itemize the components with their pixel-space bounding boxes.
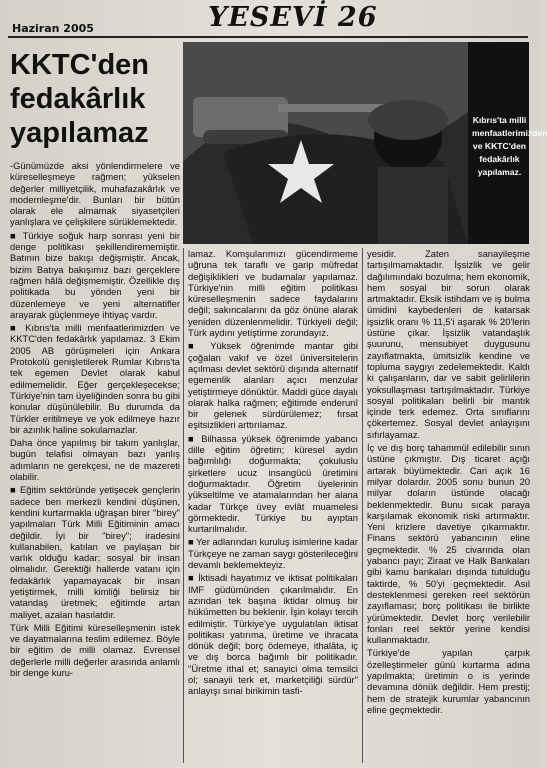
article-paragraph: ■ Yer adlarından kuruluş isimlerine kadar Türkçeye ne zaman saygı gösterileceğini devamlı beklemekteyiz. xyxy=(188,536,358,570)
article-paragraph: ■ Eğitim sektöründe yetişecek gençlerin sadece ben merkezli kendini düşünen, kendini kurtarmakla uğraşan birer "birey" yapılmaları Türk Milli Eğitiminin amacı değildir. İyi bir "birey"; iradesini kullanabilen, katılan ve paylaşan bir varlık olduğu kadar; sosyal bir insan olmalıdır. Gerektiği hallerde vatanı için fedakârlık yapamayacak bir insan yetiştirmek, milli kimliği belirsiz bir vatandaş üretmek; eğitimde artan maliyet, azalan hasılatdır. xyxy=(10,484,180,620)
header-rule xyxy=(8,36,528,38)
article-headline: KKTC'den fedakârlık yapılamaz xyxy=(10,49,149,149)
article-paragraph: İç ve dış borç tahammül edilebilir sının üstüne çıkmıştır. Dış ticaret açığı artarak büyümektedir. Cari açık 16 milyar dolardır. 2005 sonu bunun 20 milyar doların üstünde olacağı beklenmektedir. Bunu sıcak paraya karşılamak ekonomik riski artırmaktır. Yeni krizlere davetiye çıkarmaktır. Finans sektörü yabancının eline geçmektedir. % 25 civarında olan yabancı payı; Ziraat ve Halk Bankaları gibi kamu bankaları dışında tutulduğu taktirde, % 50'yi geçmektedir. Asıl desteklenmesi gereken reel sektörün zayıflaması; borç politikası ile birlikte yürümektedir. Devlet borç verilebilir fonları reel sektör yerine kendisi kullanmaktadır. xyxy=(367,442,530,646)
column-3 xyxy=(367,248,530,717)
column-divider xyxy=(183,248,184,763)
photo-caption-box xyxy=(468,42,547,244)
article-paragraph: Türkiye'de yapılan çarpık özelleştirmeler günü kurtarma adına yapılmakta; üretimin o is yerinde devamına dönük değildir. Hem prestij; hem de stratejik kurumlar yabancının eline geçmektedir. xyxy=(367,647,530,715)
article-paragraph: ■ Yüksek öğrenimde mantar gibi çoğalan vakıf ve özel üniversitelerin açılması devlet sektörü dışında alternatif egemenlik alanları açıcı menzular yetiştirmeye dönüktür. Maddi güce dayalı olarak halka rağmen; eğitimde enderunî bir gelenek sürdürülemez; fırsat eşitsizlikleri arttırılamaz. xyxy=(188,340,358,430)
issue-date: Haziran 2005 xyxy=(12,22,94,35)
article-paragraph: Türk Milli Eğitimi küreselleşmenin istek ve dayatmalarına teslim edilemez. Böyle bir eğitim de milli olamaz. Evrensel değerlerle milli değerler arasında anlamlı bir denge kuru- xyxy=(10,621,180,679)
article-paragraph: Daha önce yapılmış bir takım yanlışlar, bugün telafisi olmayan bazı yanlış adımların ne gerekçesi, ne de mazereti olabilir. xyxy=(10,437,180,483)
photo-caption: Kıbrıs'ta milli menfaatlerimizden ve KKTC'den fedakârlık yapılamaz. xyxy=(472,115,547,177)
soldier-flag-image xyxy=(183,42,468,244)
column-divider xyxy=(362,248,363,763)
article-paragraph: lamaz. Komşularımızı gücendirmeme uğruna tek taraflı ve garip müfredat değişiklikleri ve budamalar yapılamaz. Türkiye'nin milli eğitim politikası küreselleşmenin sadece faydalarını değil; sakıncalarını da göz önüne alarak yeniden düzenlenmelidir. Türkiyeli değil; Türk aydını yetiştirme zorundayız. xyxy=(188,248,358,339)
article-photo xyxy=(183,42,468,244)
article-paragraph: yesidir. Zaten sanayileşme tartışılmamaktadır. İşsizlik ve gelir dağılımındaki bozulma; hem ekonomik, hem sosyal bir sorun olarak artmaktadır. Eksik istihdam ve iş bulma ümidini kaybedenleri de katarsak işsizlik oranı % 11,5'i aşarak % 20'lerin üstüne çıkar. İşsizlik vatandaşlık şuurunu, mensubiyet duygusunu zayıflatmakta, ümitsizlik kendine ve topluma saygıyı zedelemektedir. Kaldı ki çalışanların, dar ve sabit gelirlilerin yoksullaşması tartışılmaktadır. Türkiye sosyal politikaları belirli bir mantık içinde terk edemez. Orta sınıflarını çökertemez. Sosyal devlet anlayışını sıfırlayamaz. xyxy=(367,248,530,440)
article-paragraph: ■ İktisadi hayatımız ve iktisat politikaları IMF güdümünden çıkarılmalıdır. En azından tek başına iktidar olmuş bir hükümetten bu beklenir. İşin kolayı tercih edilmiştir. Türkiye'ye uygulatılan iktisat politikası yatırıma, üretime ve ihracata dönük değil; borç ödemeye, ithalâta, iç ve dış borca bağımlı bir politikadır. "Üretme ithal et; sanayici olma temsilci ol; sanayii terk et, marketçiliği sürdür" anlayışı sınai birikimin tasfi- xyxy=(188,572,358,696)
article-paragraph: ■ Bilhassa yüksek öğrenimde yabancı dille eğitim öğretim; küresel aydın bağımlılığı doğurmakta; çokuluslu şirketlere ucuz insangücü üretimini doğurmaktadır. Öğretim üyelerinin yükseltilme ve atamalarından her alana kadar Türkçe üvey evlât muamelesi görmektedir. Türkiye bu ayıptan kurtarılmalıdır. xyxy=(188,433,358,535)
publication-name: YESEVİ xyxy=(208,2,328,33)
masthead xyxy=(208,2,378,33)
column-2 xyxy=(188,248,358,699)
column-1 xyxy=(10,160,180,680)
page-header xyxy=(8,2,528,36)
article-paragraph: -Günümüzde aksi yönlendirmelere ve küreselleşmeye rağmen; yükselen değerler milliyetçilik, muhafazakârlık ve modernleşme'dir. Bunları bir bütün olarak ele almamak siyasetçileri yanlışlara ve çelişkilere sürüklemektedir. xyxy=(10,160,180,228)
article-paragraph: ■ Kıbrıs'ta milli menfaatlerimizden ve KKTC'den fedakârlık yapılamaz. 3 Ekim 2005 AB görüşmeleri için Ankara Protokolü genişletilerek Rumlar Kıbrıs'ta tek egemen Devlet olarak kabul edilmemelidir. Eğer gerçekleşecekse; Türkiye'nin tam üyeliğinden sonra bu gibi konular düşünülebilir. Bu durumda da Türkler eritilmeye ve yok edilmeye hazır bir azınlık haline sokulamazlar. xyxy=(10,322,180,435)
article-paragraph: ■ Türkiye soğuk harp sonrası yeni bir denge politikası şekillendirememiştir. Batının bize bakışı değişmiştir. Ancak, bizim Batıya bakışımız bazı gerçeklere rağmen hâlâ değişmemiştir. Özellikle dış politikada bu yönden yeni bir düzenlemeye ve yeni alternatifler arayarak güçlenmeye ihtiyaç vardır. xyxy=(10,230,180,320)
issue-number: 26 xyxy=(337,2,378,33)
